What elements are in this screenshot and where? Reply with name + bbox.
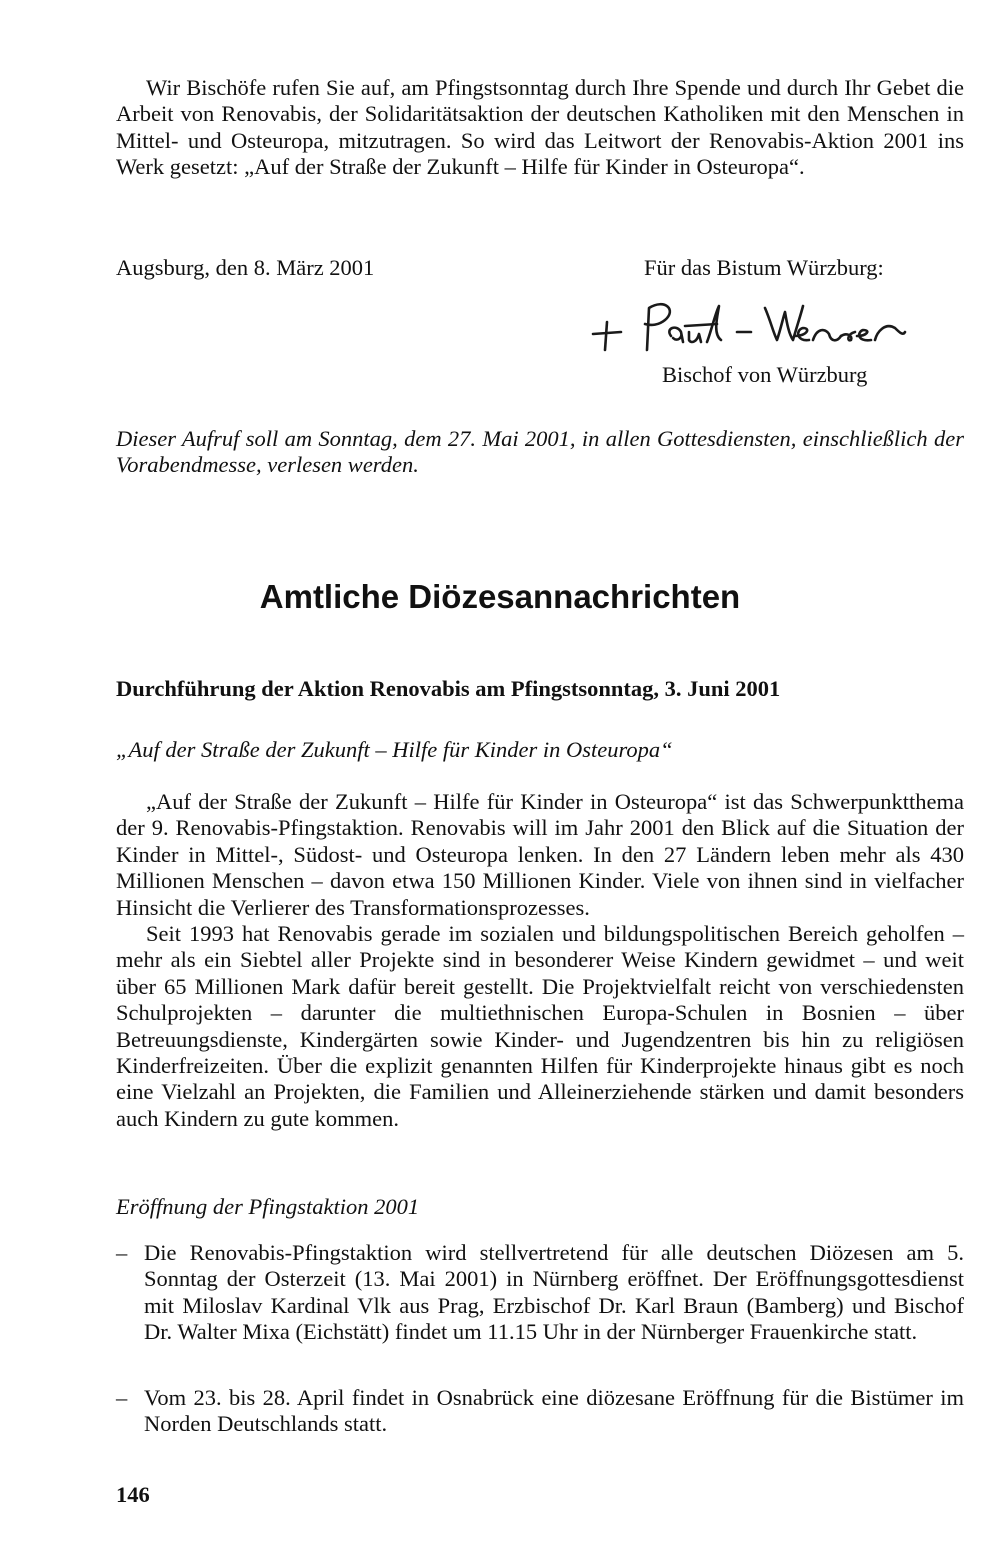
article-title: Durchführung der Aktion Renovabis am Pfingstsonntag, 3. Juni 2001	[116, 676, 781, 701]
signer-title: Bischof von Würzburg	[662, 362, 868, 387]
article-paragraph: Seit 1993 hat Renovabis gerade im sozialen und bildungspolitischen Bereich geholfen – mehr als ein Siebtel aller Projekte sind in besonderer Weise Kindern gewidmet – und weit über 65 Millionen Mark dafür bereit gestellt. Die Projektvielfalt reicht von verschiedensten Schulprojekten – darunter die multiethnischen Europa-Schulen in Bosnien – über Betreuungsdienste, Kindergärten sowie Kinder- und Jugendzentren bis hin zu religiösen Kinderfreizeiten. Über die explizit genannten Hilfen für Kinderprojekte hinaus gibt es noch eine Vielzahl an Projekten, die Familien und Alleinerziehende stärken und damit besonders auch Kindern zu gute kommen.	[116, 921, 964, 1131]
article-motto: „Auf der Straße der Zukunft – Hilfe für Kinder in Osteuropa“	[116, 737, 673, 762]
subsection-title: Eröffnung der Pfingstaktion 2001	[116, 1194, 420, 1219]
diocese-line: Für das Bistum Würzburg:	[644, 255, 884, 280]
bishop-signature	[585, 292, 965, 362]
intro-paragraph: Wir Bischöfe rufen Sie auf, am Pfingstsonntag durch Ihre Spende und durch Ihr Gebet die Arbeit von Renovabis, der Solidaritätsaktion der deutschen Katholiken mit den Menschen in Mittel- und Osteuropa, mitzutragen. So wird das Leitwort der Renovabis-Aktion 2001 ins Werk gesetzt: „Auf der Straße der Zukunft – Hilfe für Kinder in Osteuropa“.	[116, 75, 964, 180]
article-paragraph: „Auf der Straße der Zukunft – Hilfe für Kinder in Osteuropa“ ist das Schwerpunktthema der 9. Renovabis-Pfingstaktion. Renovabis will im Jahr 2001 den Blick auf die Situation der Kinder in Mittel-, Südost- und Osteuropa lenken. In den 27 Ländern leben mehr als 430 Millionen Menschen – davon etwa 150 Millionen Kinder. Viele von ihnen sind in vielfacher Hinsicht die Verlierer des Transformationsprozesses.	[116, 789, 964, 920]
reading-note: Dieser Aufruf soll am Sonntag, dem 27. Mai 2001, in allen Gottesdiensten, einschließlich der Vorabendmesse, verlesen werden.	[116, 426, 964, 478]
page-number: 146	[116, 1482, 150, 1507]
list-item	[116, 1240, 964, 1346]
bullet-dash: –	[116, 1385, 128, 1410]
bullet-dash: –	[116, 1240, 128, 1265]
list-item	[116, 1385, 964, 1438]
section-heading: Amtliche Diözesannachrichten	[259, 578, 741, 615]
list-item-text: Vom 23. bis 28. April findet in Osnabrück eine diözesane Eröffnung für die Bistümer im Norden Deutschlands statt.	[144, 1385, 964, 1437]
place-date: Augsburg, den 8. März 2001	[116, 255, 375, 280]
list-item-text: Die Renovabis-Pfingstaktion wird stellvertretend für alle deutschen Diözesen am 5. Sonntag der Osterzeit (13. Mai 2001) in Nürnberg eröffnet. Der Eröffnungsgottesdienst mit Miloslav Kardinal Vlk aus Prag, Erzbischof Dr. Karl Braun (Bamberg) und Bischof Dr. Walter Mixa (Eichstätt) findet um 11.15 Uhr in der Nürnberger Frauenkirche statt.	[144, 1240, 964, 1345]
